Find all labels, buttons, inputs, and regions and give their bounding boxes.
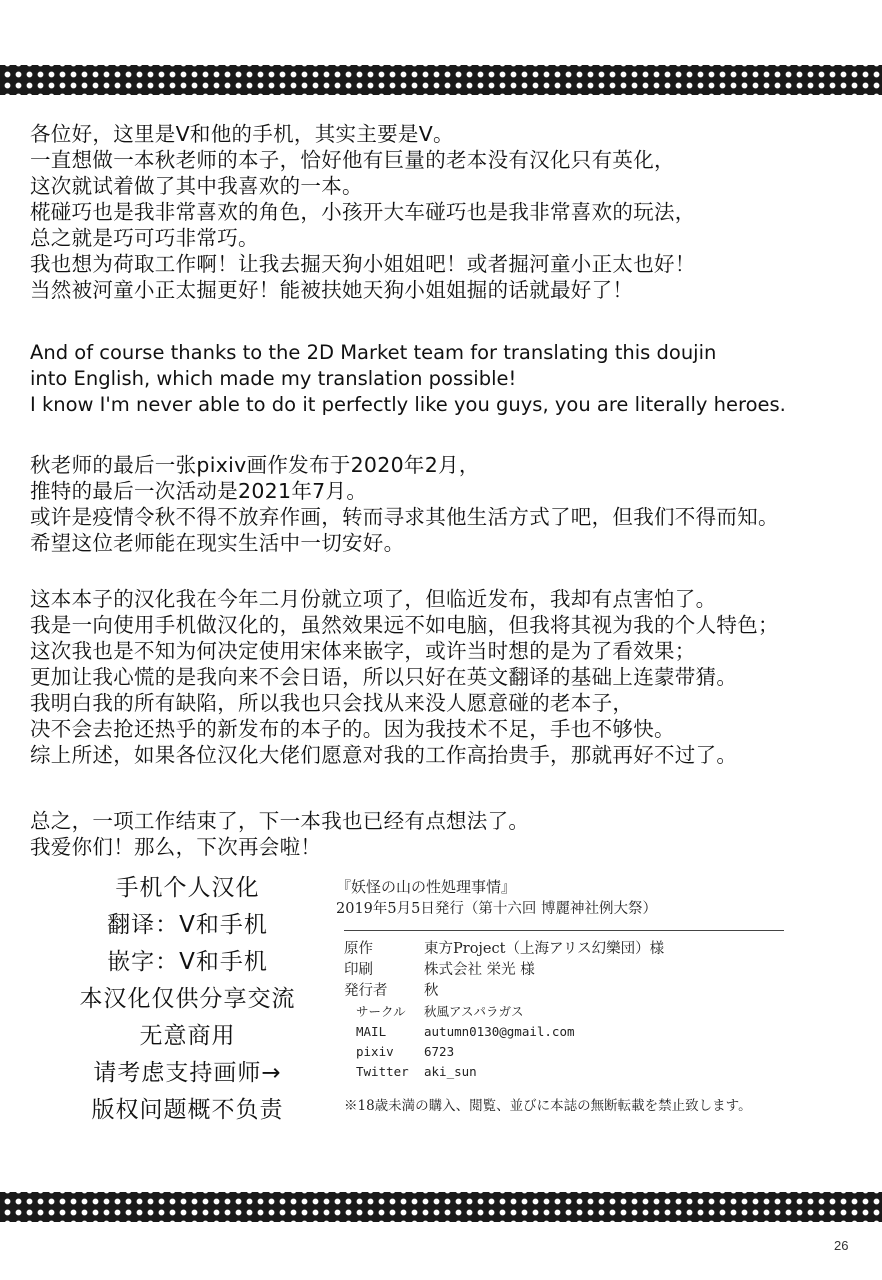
credit-line: 本汉化仅供分享交流 [79, 986, 296, 1012]
text-line: 综上所述，如果各位汉化大佬们愿意对我的工作高抬贵手，那就再好不过了。 [30, 743, 738, 767]
colophon-key: 原作 [344, 941, 373, 957]
colophon-value: 株式会社 栄光 様 [424, 962, 535, 978]
divider [344, 930, 784, 931]
publication-date: 2019年5月5日発行（第十六回 博麗神社例大祭） [336, 901, 657, 917]
book-title: 『妖怪の山の性処理事情』 [336, 878, 517, 896]
closing-paragraph [30, 808, 875, 860]
colophon-subrow [344, 1062, 664, 1082]
colophon-table [344, 939, 664, 1082]
colophon-subrow [344, 1022, 664, 1042]
text-line: And of course thanks to the 2D Market team for translating this doujin [30, 341, 717, 364]
colophon-key: pixiv [356, 1044, 394, 1059]
colophon [330, 876, 850, 1114]
thanks-paragraph [30, 340, 875, 418]
translation-credits [55, 870, 320, 1129]
text-line: 这本本子的汉化我在今年二月份就立项了，但临近发布，我却有点害怕了。 [30, 587, 717, 611]
text-line: 决不会去抢还热乎的新发布的本子的。因为我技术不足，手也不够快。 [30, 717, 675, 741]
text-line: into English, which made my translation possible! [30, 367, 517, 390]
text-line: 秋老师的最后一张pixiv画作发布于2020年2月， [30, 453, 480, 477]
colophon-row [344, 981, 664, 1002]
colophon-key: 印刷 [344, 962, 373, 978]
text-line: 或许是疫情令秋不得不放弃作画，转而寻求其他生活方式了吧，但我们不得而知。 [30, 505, 779, 529]
colophon-value: 東方Project（上海アリス幻樂団）様 [424, 941, 665, 957]
credit-line: 翻译：V和手机 [107, 912, 268, 938]
text-line: 我爱你们！那么，下次再会啦！ [30, 835, 322, 859]
colophon-row [344, 960, 664, 981]
credit-line: 请考虑支持画师→ [93, 1060, 282, 1086]
text-line: 我明白我的所有缺陷，所以我也只会找从来没人愿意碰的老本子， [30, 691, 634, 715]
decorative-border-top [0, 65, 882, 95]
credit-line: 嵌字：V和手机 [107, 949, 268, 975]
colophon-key: MAIL [356, 1024, 387, 1039]
colophon-value: 秋 [424, 983, 439, 999]
colophon-key: サークル [356, 1004, 406, 1019]
colophon-value: autumn0130@gmail.com [424, 1024, 575, 1039]
colophon-value: 6723 [424, 1044, 455, 1059]
colophon-subrow [344, 1002, 664, 1022]
page-number: 26 [834, 1238, 849, 1253]
colophon-subrow [344, 1042, 664, 1062]
text-line: 我也想为荷取工作啊！让我去掘天狗小姐姐吧！或者掘河童小正太也好！ [30, 252, 696, 276]
credit-line: 无意商用 [139, 1023, 236, 1049]
colophon-value: 秋風アスパラガス [424, 1004, 524, 1019]
credit-line: 手机个人汉化 [115, 875, 260, 901]
text-line: 当然被河童小正太掘更好！能被扶她天狗小姐姐掘的话就最好了！ [30, 278, 634, 302]
intro-paragraph [30, 121, 875, 303]
text-line: 各位好，这里是V和他的手机，其实主要是V。 [30, 122, 454, 146]
text-line: 推特的最后一次活动是2021年7月。 [30, 479, 368, 503]
text-line: I know I'm never able to do it perfectly like you guys, you are literally heroes. [30, 393, 786, 416]
text-line: 这次就试着做了其中我喜欢的一本。 [30, 174, 363, 198]
text-line: 更加让我心慌的是我向来不会日语，所以只好在英文翻译的基础上连蒙带猜。 [30, 665, 738, 689]
colophon-key: 発行者 [344, 983, 388, 999]
text-line: 一直想做一本秋老师的本子，恰好他有巨量的老本没有汉化只有英化， [30, 148, 675, 172]
colophon-key: Twitter [356, 1064, 409, 1079]
text-line: 我是一向使用手机做汉化的，虽然效果远不如电脑，但我将其视为我的个人特色； [30, 613, 779, 637]
colophon-row [344, 939, 664, 960]
artist-paragraph [30, 452, 875, 556]
process-paragraph [30, 586, 875, 768]
text-line: 希望这位老师能在现实生活中一切安好。 [30, 531, 405, 555]
decorative-border-bottom [0, 1192, 882, 1222]
text-line: 总之就是巧可巧非常巧。 [30, 226, 259, 250]
credit-line: 版权问题概不负责 [91, 1097, 284, 1123]
text-line: 这次我也是不知为何决定使用宋体来嵌字，或许当时想的是为了看效果； [30, 639, 696, 663]
age-restriction-notice: ※18歳未満の購入、閲覧、並びに本誌の無断転載を禁止致します。 [344, 1098, 752, 1114]
text-line: 总之，一项工作结束了，下一本我也已经有点想法了。 [30, 809, 530, 833]
colophon-value: aki_sun [424, 1064, 477, 1079]
text-line: 椛碰巧也是我非常喜欢的角色，小孩开大车碰巧也是我非常喜欢的玩法， [30, 200, 696, 224]
